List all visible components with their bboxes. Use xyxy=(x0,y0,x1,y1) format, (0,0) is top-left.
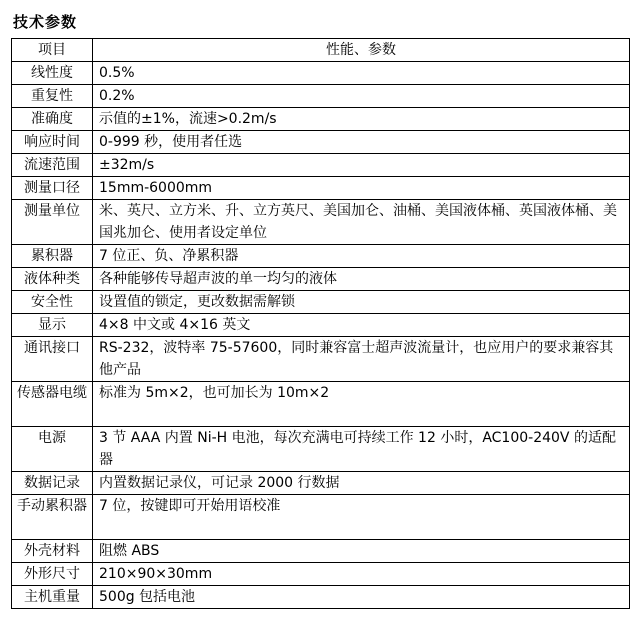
table-row xyxy=(12,268,630,291)
row-value: 各种能够传导超声波的单一均匀的液体 xyxy=(93,268,630,291)
table-row xyxy=(12,314,630,337)
row-value: ±32m/s xyxy=(93,154,630,177)
table-row xyxy=(12,108,630,131)
row-value: 15mm-6000mm xyxy=(93,177,630,200)
spec-table xyxy=(11,38,630,609)
row-value: 4×8 中文或 4×16 英文 xyxy=(93,314,630,337)
row-value: 标准为 5m×2，也可加长为 10m×2 xyxy=(93,382,630,427)
row-label: 流速范围 xyxy=(12,154,93,177)
table-row xyxy=(12,62,630,85)
row-value: RS-232，波特率 75-57600，同时兼容富士超声波流量计，也应用户的要求兼容其他产品 xyxy=(93,337,630,382)
row-label: 电源 xyxy=(12,427,93,472)
row-value: 500g 包括电池 xyxy=(93,586,630,609)
table-row xyxy=(12,382,630,427)
table-row xyxy=(12,472,630,495)
row-label: 累积器 xyxy=(12,245,93,268)
section-title: 技术参数 xyxy=(13,13,78,31)
row-label: 安全性 xyxy=(12,291,93,314)
row-value: 内置数据记录仪，可记录 2000 行数据 xyxy=(93,472,630,495)
table-row xyxy=(12,495,630,540)
table-row xyxy=(12,154,630,177)
row-label: 传感器电缆 xyxy=(12,382,93,427)
row-label: 响应时间 xyxy=(12,131,93,154)
row-label: 数据记录 xyxy=(12,472,93,495)
row-value: 7 位正、负、净累积器 xyxy=(93,245,630,268)
row-label: 液体种类 xyxy=(12,268,93,291)
header-item: 项目 xyxy=(12,39,93,62)
row-label: 通讯接口 xyxy=(12,337,93,382)
table-row xyxy=(12,563,630,586)
row-value: 阻燃 ABS xyxy=(93,540,630,563)
table-row xyxy=(12,540,630,563)
row-label: 手动累积器 xyxy=(12,495,93,540)
row-value: 0.5% xyxy=(93,62,630,85)
table-row xyxy=(12,85,630,108)
table-header-row xyxy=(12,39,630,62)
table-row xyxy=(12,586,630,609)
row-label: 准确度 xyxy=(12,108,93,131)
row-label: 主机重量 xyxy=(12,586,93,609)
row-value: 210×90×30mm xyxy=(93,563,630,586)
row-label: 测量口径 xyxy=(12,177,93,200)
row-label: 外形尺寸 xyxy=(12,563,93,586)
table-row xyxy=(12,337,630,382)
row-value: 示值的±1%，流速>0.2m/s xyxy=(93,108,630,131)
row-value: 0.2% xyxy=(93,85,630,108)
row-label: 重复性 xyxy=(12,85,93,108)
row-value: 设置值的锁定，更改数据需解锁 xyxy=(93,291,630,314)
row-value: 3 节 AAA 内置 Ni-H 电池，每次充满电可持续工作 12 小时，AC100-240V 的适配器 xyxy=(93,427,630,472)
row-value: 米、英尺、立方米、升、立方英尺、美国加仑、油桶、美国液体桶、英国液体桶、美国兆加仑、使用者设定单位 xyxy=(93,200,630,245)
row-label: 线性度 xyxy=(12,62,93,85)
row-label: 测量单位 xyxy=(12,200,93,245)
table-row xyxy=(12,427,630,472)
table-row xyxy=(12,245,630,268)
table-row xyxy=(12,131,630,154)
table-row xyxy=(12,177,630,200)
row-value: 7 位，按键即可开始用语校准 xyxy=(93,495,630,540)
row-value: 0-999 秒，使用者任选 xyxy=(93,131,630,154)
table-row xyxy=(12,291,630,314)
header-value: 性能、参数 xyxy=(93,39,630,62)
row-label: 外壳材料 xyxy=(12,540,93,563)
table-row xyxy=(12,200,630,245)
row-label: 显示 xyxy=(12,314,93,337)
